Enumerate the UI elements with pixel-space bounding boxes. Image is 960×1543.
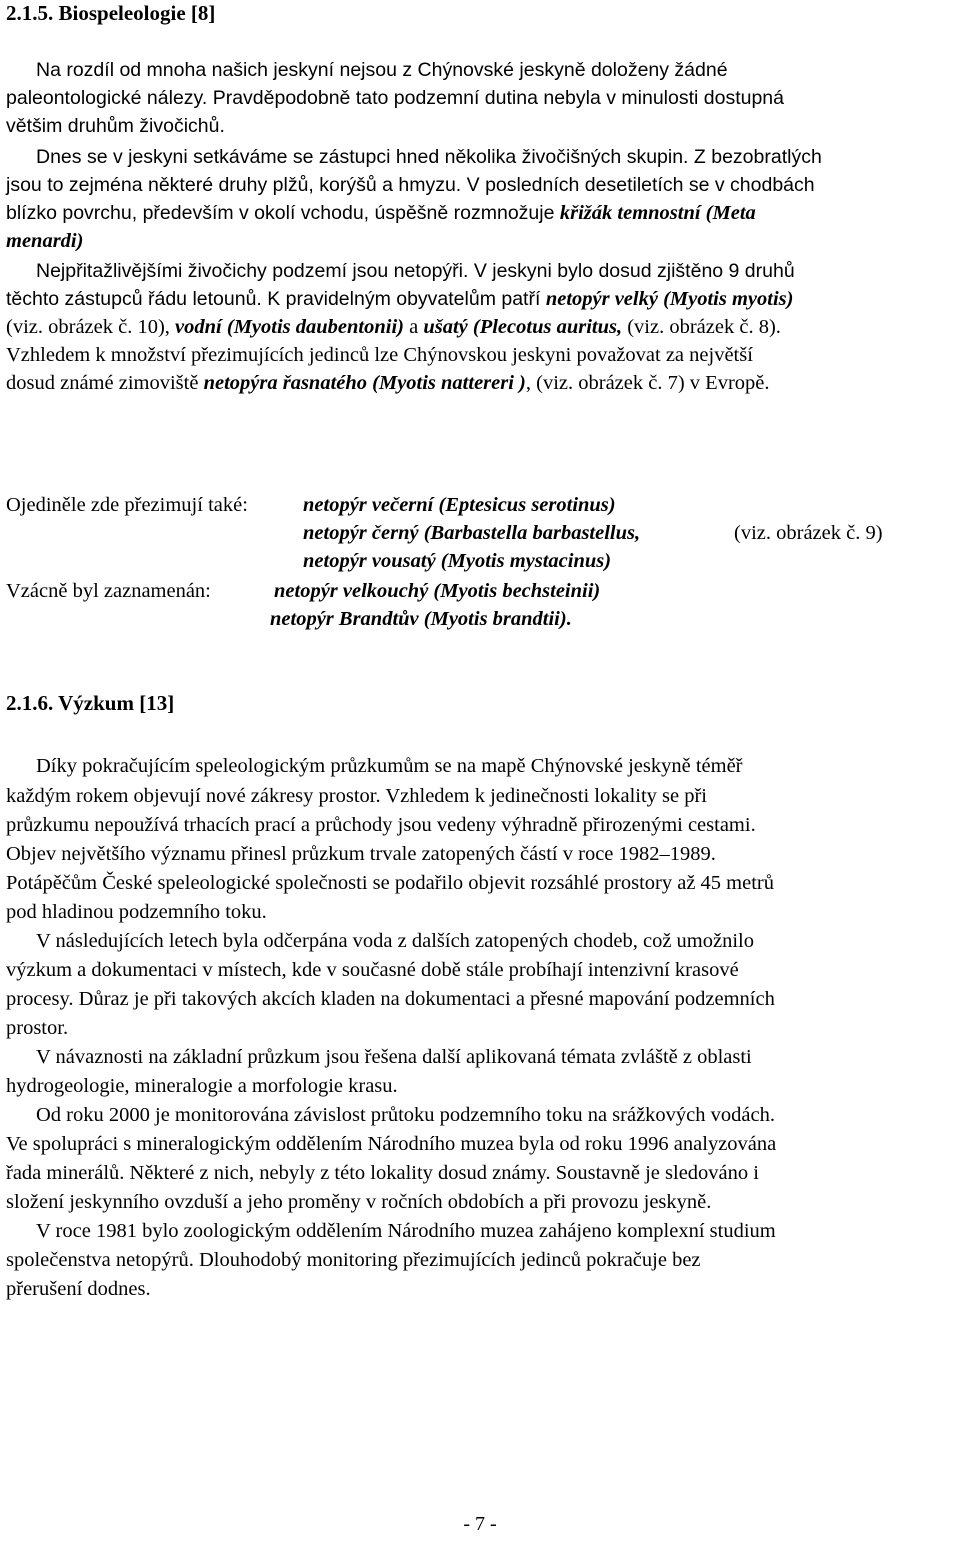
text-run: těchto zástupců řádu letounů. K pravidelným obyvatelům patří — [6, 288, 546, 310]
paragraph-line: jsou to zejména některé druhy plžů, korýšů a hmyzu. V posledních desetiletích se v chodbách — [6, 174, 815, 196]
page-number: - 7 - — [463, 1513, 497, 1535]
paragraph-line: každým rokem objevují nové zákresy prostor. Vzhledem k jedinečnosti lokality se při — [6, 785, 708, 807]
paragraph-line: Na rozdíl od mnoha našich jeskyní nejsou z Chýnovské jeskyně doloženy žádné — [36, 59, 728, 81]
paragraph-line — [6, 285, 793, 315]
species-name: netopýr vousatý (Myotis mystacinus) — [303, 550, 612, 572]
species-name: vodní (Myotis daubentonii) — [175, 316, 404, 338]
paragraph-line: Vzhledem k množství přezimujících jedinců lze Chýnovskou jeskyni považovat za největší — [6, 344, 753, 366]
paragraph-line: prostor. — [6, 1017, 69, 1039]
paragraph-line: Ve spolupráci s mineralogickým oddělením Národního muzea byla od roku 1996 analyzována — [6, 1133, 777, 1155]
paragraph-line: V následujících letech byla odčerpána voda z dalších zatopených chodeb, což umožnilo — [36, 930, 754, 952]
text-run: a — [403, 316, 424, 338]
species-name: ušatý (Plecotus auritus, — [423, 316, 623, 338]
species-name: křižák temnostní (Meta — [559, 202, 756, 224]
paragraph-line: V roce 1981 bylo zoologickým oddělením Národního muzea zahájeno komplexní studium — [36, 1220, 776, 1242]
paragraph-line — [6, 199, 756, 229]
paragraph-line: společenstva netopýrů. Dlouhodobý monitoring přezimujících jedinců pokračuje bez — [6, 1249, 701, 1271]
paragraph-line: hydrogeologie, mineralogie a morfologie krasu. — [6, 1075, 398, 1097]
paragraph-line: V návaznosti na základní průzkum jsou řešena další aplikovaná témata zvláště z oblasti — [36, 1046, 752, 1068]
paragraph-line: Nejpřitažlivějšími živočichy podzemí jsou netopýři. V jeskyni bylo dosud zjištěno 9 druhů — [36, 260, 795, 282]
figure-reference: (viz. obrázek č. 9) — [734, 522, 883, 544]
paragraph-line: průzkumu nepoužívá trhacích prací a průchody jsou vedeny výhradně přirozenými cestami. — [6, 814, 756, 836]
section-heading-vyzkum: 2.1.6. Výzkum [13] — [6, 691, 175, 715]
paragraph-line: řada minerálů. Některé z nich, nebyly z této lokality dosud známy. Soustavně je sledováno i — [6, 1162, 759, 1184]
paragraph-line: Objev největšího významu přinesl průzkum trvale zatopených částí v roce 1982–1989. — [6, 843, 716, 865]
text-run: dosud známé zimoviště — [6, 372, 204, 394]
paragraph-line: paleontologické nálezy. Pravděpodobně tato podzemní dutina nebyla v minulosti dostupná — [6, 87, 785, 109]
paragraph-line: procesy. Důraz je při takových akcích kladen na dokumentaci a přesné mapování podzemních — [6, 988, 775, 1010]
species-name: netopýr Brandtův (Myotis brandtii). — [270, 608, 572, 630]
species-name: netopýr velkouchý (Myotis bechsteinii) — [274, 580, 601, 602]
paragraph-line — [6, 313, 781, 342]
paragraph-line: Díky pokračujícím speleologickým průzkumům se na mapě Chýnovské jeskyně téměř — [36, 755, 743, 777]
section-heading-biospeleologie: 2.1.5. Biospeleologie [8] — [6, 1, 216, 25]
species-name: menardi) — [6, 230, 84, 252]
species-name: netopýr černý (Barbastella barbastellus, — [303, 522, 641, 544]
paragraph-line: většim druhům živočichů. — [6, 115, 225, 137]
text-run: (viz. obrázek č. 8). — [622, 316, 781, 338]
wintering-label: Ojediněle zde přezimují také: — [6, 494, 248, 516]
species-name: netopýr velký (Myotis myotis) — [545, 288, 794, 310]
paragraph-line: Dnes se v jeskyni setkáváme se zástupci hned několika živočišných skupin. Z bezobratlých — [36, 146, 822, 168]
text-run: blízko povrchu, především v okolí vchodu, úspěšně rozmnožuje — [6, 202, 560, 224]
paragraph-line: Potápěčům České speleologické společnosti se podařilo objevit rozsáhlé prostory až 45 metrů — [6, 872, 774, 894]
paragraph-line: výzkum a dokumentaci v místech, kde v současné době stále probíhají intenzivní krasové — [6, 959, 739, 981]
text-run: (viz. obrázek č. 10), — [6, 316, 176, 338]
paragraph-line: Od roku 2000 je monitorována závislost průtoku podzemního toku na srážkových vodách. — [36, 1104, 775, 1126]
paragraph-line — [6, 369, 770, 398]
species-name: netopýra řasnatého (Myotis nattereri ) — [203, 372, 526, 394]
text-run: , (viz. obrázek č. 7) v Evropě. — [525, 372, 770, 394]
species-name: netopýr večerní (Eptesicus serotinus) — [303, 494, 616, 516]
paragraph-line: složení jeskynního ovzduší a jeho proměny v ročních obdobích a při provozu jeskyně. — [6, 1191, 712, 1213]
paragraph-line: pod hladinou podzemního toku. — [6, 901, 267, 923]
paragraph-line: přerušení dodnes. — [6, 1278, 151, 1300]
rare-label: Vzácně byl zaznamenán: — [6, 580, 211, 602]
